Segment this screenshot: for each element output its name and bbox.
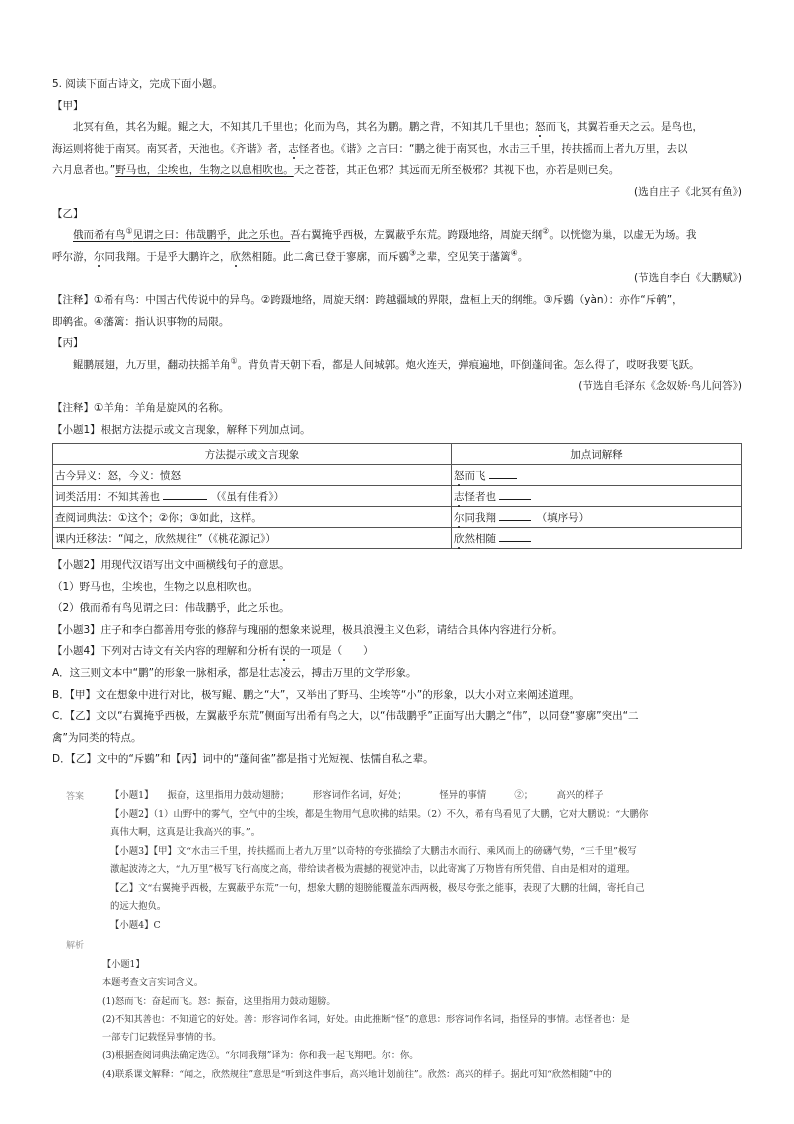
q4-text: 【小题4】下列对古诗文有关内容的理解和分析有	[52, 645, 280, 658]
answer-blank[interactable]	[489, 468, 517, 479]
option-a[interactable]: A．这三则文本中“鹏”的形象一脉相承，都是壮志凌云，搏击万里的文学形象。	[52, 667, 417, 680]
jia-text: 怪者也。《谐》之言曰：“鹏之徙于南冥也，水击三千里，抟扶摇而上者九万里，去以	[298, 142, 688, 155]
jia-label: 【甲】	[52, 99, 84, 112]
table-cell-word	[452, 507, 742, 528]
table-row	[53, 507, 742, 528]
analysis-line: 【小题1】	[102, 959, 145, 970]
word-text: 同我翔	[464, 511, 496, 524]
analysis-line: 一部专门记载怪异事情的书。	[102, 1032, 222, 1044]
answer-line: 激起波涛之大，“九万里”极写飞行高度之高，带给读者极为震撼的视觉冲击，以此寄寓了万物皆有所凭借、自由是相对的道理。	[110, 864, 636, 875]
q1-table	[52, 443, 742, 549]
answer-section	[66, 787, 746, 935]
answer-line: 真伟大啊，这真是让我高兴的事。”。	[110, 827, 261, 838]
word-text: 而飞	[464, 469, 486, 482]
yi-text: 俄而希有鸟	[73, 229, 126, 242]
table-row	[53, 486, 742, 507]
q1-prompt: 【小题1】根据方法提示或文言现象，解释下列加点词。	[52, 423, 311, 436]
table-cell-word	[452, 486, 742, 507]
dotted-word: 志	[288, 142, 299, 155]
analysis-section	[66, 938, 746, 1084]
answer-line: 【小题3】【甲】文“水击三千里，抟扶摇而上者九万里”以奇特的夸张描绘了大鹏击水而行、乘风而上的磅礴气势，“三千里”极写	[110, 845, 637, 857]
table-cell-word	[452, 528, 742, 549]
q4-text: 的一项是（ ）	[289, 645, 374, 658]
option-c[interactable]: C．【乙】文以“右翼掩乎西极，左翼蔽乎东荒”侧面写出希有鸟之大，以“伟哉鹏乎”正面写出大鹏之“伟”，以同登“寥廓”突出“二	[52, 710, 639, 723]
yi-label: 【乙】	[52, 207, 84, 220]
yi-source: (节选自李白《大鹏赋》)	[634, 272, 742, 285]
table-row	[53, 465, 742, 486]
q4-prompt	[52, 641, 742, 663]
table-cell-method	[53, 528, 452, 549]
fill-hint: （填序号）	[541, 511, 590, 524]
dotted-word: 误	[279, 645, 290, 658]
method-text: 词类活用：不知其善也	[55, 490, 164, 503]
jia-text: 六月息者也。”	[52, 164, 116, 177]
answer-line: 【乙】文“右翼掩乎西极，左翼蔽乎东荒”一句，想象大鹏的翅膀能覆盖东西两极，极尽夸张之能事，表现了大鹏的壮阔，寄托自己	[110, 882, 645, 894]
dotted-word: 尔	[454, 511, 465, 524]
table-cell-method	[53, 507, 452, 528]
jia-text: 北冥有鱼，其名为鲲。鲲之大，不知其几千里也；化而为鸟，其名为鹏。鹏之背，不知其几千里也；	[73, 121, 535, 134]
dotted-word: 欣	[454, 532, 465, 545]
dotted-word: 怒	[454, 469, 465, 482]
word-text: 怪者也	[464, 490, 496, 503]
q2-sentence-2: （2）俄而希有鸟见谓之曰：伟哉鹏乎，此之乐也。	[52, 602, 290, 615]
underlined-sentence: 野马也，尘埃也，生物之以息相吹也。	[115, 164, 294, 177]
analysis-line: (3)根据查阅词典法确定选②。“尔同我翔”译为：你和我一起飞翔吧。尔：你。	[102, 1050, 419, 1062]
question-header: 5. 阅读下面古诗文，完成下面小题。	[52, 78, 223, 90]
analysis-line: (2)不知其善也：不知道它的好处。善：形容词作名词，好处。由此推断“怪”的意思：形容词作名词，指怪异的事情。志怪者也：是	[102, 1013, 630, 1025]
jia-passage-line	[52, 139, 742, 161]
jia-source: (选自庄子《北冥有鱼》)	[634, 185, 742, 198]
note-marker: ③	[409, 248, 417, 258]
q3-prompt: 【小题3】庄子和李白都善用夸张的修辞与瑰丽的想象来说理，极具浪漫主义色彩，请结合具体内容进行分析。	[52, 623, 563, 636]
yi-text: 。以恍惚为巢，以虚无为场。我	[549, 229, 697, 242]
answer-line: 【小题1】 振奋，这里指用力鼓动翅膀； 形容词作名词，好处； 怪异的事情 ②； 高兴的样子	[110, 790, 604, 801]
answer-line: 【小题4】C	[110, 919, 161, 931]
table-row	[53, 528, 742, 549]
note-marker: ①	[230, 356, 238, 366]
table-cell-word	[452, 465, 742, 486]
table-header-row	[53, 444, 742, 465]
jia-text: 海运则将徙于南冥。南冥者，天池也。《齐谐》者，	[52, 142, 289, 155]
note-marker: ①	[125, 226, 133, 236]
answer-label: 答案	[66, 792, 85, 802]
dotted-word: 志	[454, 490, 465, 503]
jia-text: 天之苍苍，其正色邪？其远而无所至极邪？其视下也，亦若是则已矣。	[293, 164, 620, 177]
dotted-word: 尔	[94, 250, 105, 263]
method-source: （《虽有佳肴》）	[210, 490, 285, 503]
table-cell-method	[53, 465, 452, 486]
jia-passage-line	[52, 160, 742, 182]
option-b[interactable]: B．【甲】文在想象中进行对比，极写鲲、鹏之“大”，又举出了野马、尘埃等“小”的形象，以大小对立来阐述道理。	[52, 688, 580, 701]
bing-text: 。背负青天朝下看，都是人间城郭。炮火连天，弹痕遍地，吓倒蓬间雀。怎么得了，哎呀我要飞跃。	[237, 358, 700, 371]
yi-text: 。	[517, 250, 529, 263]
answer-line: 【小题2】（1）山野中的雾气，空气中的尘埃，都是生物用气息吹拂的结果。（2）不久，希有鸟看见了大鹏，它对大鹏说：“大鹏你	[110, 808, 649, 820]
dotted-word: 欣	[230, 250, 241, 263]
method-text: 查阅词典法：①这个；②你；③如此，这样。	[55, 511, 262, 524]
analysis-line: (1)怒而飞：奋起而飞。怒：振奋，这里指用力鼓动翅膀。	[102, 995, 336, 1007]
underlined-sentence	[73, 226, 291, 242]
word-text: 然相随	[464, 532, 496, 545]
note-marker: ②	[542, 226, 550, 236]
answer-blank[interactable]	[499, 489, 531, 500]
bing-passage	[52, 355, 742, 377]
yi-text: 吾右翼掩乎西极，左翼蔽乎东荒。跨蹑地络，周旋天纲	[290, 229, 543, 242]
yi-note-line: 即鹌雀。④藩篱：指认识事物的局限。	[52, 315, 230, 328]
jia-text: 而飞，其翼若垂天之云。是鸟也，	[545, 121, 703, 134]
analysis-line: (4)联系课文解释：“闻之，欣然规往”意思是“听到这件事后，高兴地计划前往”。欣然：高兴的样子。据此可知“欣然相随”中的	[102, 1068, 612, 1080]
q2-sentence-1: （1）野马也，尘埃也，生物之以息相吹也。	[52, 580, 259, 593]
answer-blank[interactable]	[163, 489, 207, 500]
note-marker: ④	[510, 248, 518, 258]
table-header-explanation: 加点词解释	[452, 444, 742, 465]
answer-blank[interactable]	[499, 531, 531, 542]
bing-note: 【注释】①羊角：羊角是旋风的名称。	[52, 401, 230, 414]
question-page	[52, 74, 742, 771]
yi-text: 同我翔。于是乎大鹏许之，	[104, 250, 231, 263]
analysis-line: 本题考查文言实词含义。	[102, 977, 204, 989]
jia-passage	[52, 117, 742, 139]
dotted-word: 怒	[535, 121, 546, 134]
answer-line: 的远大抱负。	[110, 901, 167, 912]
yi-text: 呼尔游，	[52, 250, 94, 263]
bing-source: (节选自毛泽东《念奴娇·鸟儿问答》)	[578, 380, 742, 393]
yi-text: 然相随。此二禽已登于寥廓，而斥鷃	[241, 250, 409, 263]
analysis-label: 解析	[66, 941, 85, 951]
option-c-cont: 禽”为同类的特点。	[52, 731, 142, 744]
table-header-method: 方法提示或文言现象	[53, 444, 452, 465]
bing-text: 鲲鹏展翅，九万里，翻动扶摇羊角	[73, 358, 231, 371]
bing-label: 【丙】	[52, 337, 84, 350]
yi-passage-line	[52, 247, 742, 269]
yi-note-line: 【注释】①希有鸟：中国古代传说中的异鸟。②跨蹑地络，周旋天纲：跨越疆域的界限，盘桓上天的纲维。③斥鷃（yàn）：亦作“斥鹌”，	[52, 293, 683, 306]
option-d[interactable]: D．【乙】文中的“斥鷃”和【丙】词中的“蓬间雀”都是指寸光短视、怯懦自私之辈。	[52, 753, 434, 766]
method-text: 课内迁移法：“闻之，欣然规往”（《桃花源记》）	[55, 532, 276, 545]
method-text: 古今异义：怒，今义：愤怒	[55, 469, 181, 482]
answer-blank[interactable]	[499, 510, 531, 521]
yi-passage	[52, 225, 742, 247]
yi-text: 之辈，空见笑于藩篱	[416, 250, 511, 263]
table-cell-method	[53, 486, 452, 507]
yi-text: 见谓之曰：伟哉鹏乎，此之乐也。	[132, 229, 291, 242]
q2-prompt: 【小题2】用现代汉语写出文中画横线句子的意思。	[52, 559, 290, 572]
